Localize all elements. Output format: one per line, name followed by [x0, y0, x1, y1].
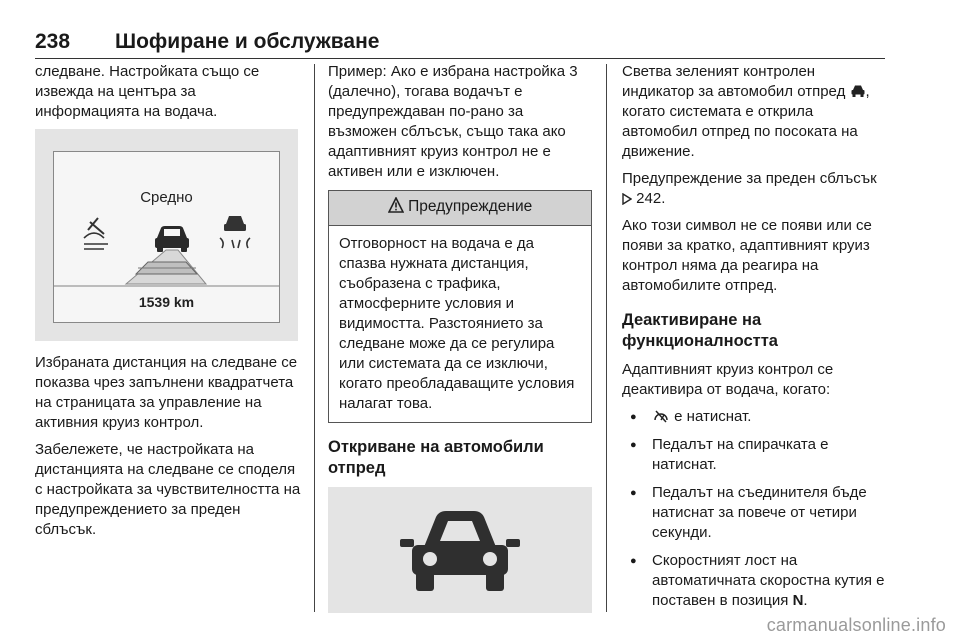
front-vehicle-icon [850, 84, 866, 98]
page-reference-link[interactable]: 242. [636, 190, 666, 207]
bullet-list [622, 407, 890, 611]
gear-position-letter: N [792, 592, 804, 609]
paragraph: Адаптивният круиз контрол се деактивира от водача, когато: [622, 361, 834, 398]
section-heading: Откриване на автомобили отпред [328, 438, 544, 477]
list-item [622, 551, 890, 611]
sensor-icon [84, 218, 108, 249]
cross-reference-arrow-icon [622, 193, 632, 205]
list-item [622, 407, 890, 427]
column-divider [606, 64, 607, 612]
page-number: 238 [35, 30, 71, 53]
column-divider [314, 64, 315, 612]
paragraph [622, 62, 890, 162]
list-item-text: . [803, 592, 808, 609]
paragraph-text: Светва зеленият контролен индикатор за автомобил отпред [622, 63, 846, 100]
follow-distance-label: Средно [140, 189, 193, 206]
odometer-reading: 1539 km [138, 294, 195, 310]
road-graphic [126, 250, 206, 284]
front-vehicle-indicator-figure [328, 487, 592, 613]
warning-triangle-icon [388, 197, 404, 213]
list-item: ● Педалът на спирачката е натиснат. [622, 435, 890, 475]
paragraph: Избраната дистанция на следване се показва чрез запълнени квадратчета на страницата за управление на активния круиз контрол. [35, 354, 298, 431]
radar-vehicle-icon [220, 216, 250, 248]
front-vehicle-icon [328, 487, 592, 613]
column-2 [328, 62, 592, 613]
column-1 [35, 62, 301, 547]
list-item-text: Скоростният лост на автоматичната скоростна кутия е поставен в позиция [652, 552, 885, 609]
paragraph: Пример: Ако е избрана настройка 3 (далечно), тогава водачът е предупреждаван по-рано за възможен сблъсък, също така ако адаптивният круиз контрол не е активен или е изключен. [328, 63, 578, 180]
cancel-cruise-icon [652, 409, 670, 423]
driver-info-display [53, 151, 280, 323]
page-header [35, 28, 885, 59]
warning-title: Предупреждение [408, 198, 533, 215]
section-heading: Деактивиране на функционалността [622, 311, 778, 350]
paragraph: Ако този символ не се появи или се появи за кратко, адаптивният круиз контрол няма да реагира на автомобилите отпред. [622, 217, 872, 294]
warning-box [328, 190, 592, 423]
list-item: ● Педалът на съединителя бъде натиснат за повече от четири секунди. [622, 483, 890, 543]
paragraph: Забележете, че настройката на дистанцията на следване се споделя с настройката за чувствителността на предупреждението за преден сблъсък. [35, 441, 301, 538]
paragraph-text: , когато системата е открила автомобил отпред по посоката на движение. [622, 83, 870, 160]
warning-header [329, 191, 591, 226]
list-item-text: е натиснат. [674, 408, 752, 425]
paragraph: следване. Настройката също се извежда на центъра за информацията на водача. [35, 63, 260, 120]
page-title: Шофиране и обслужване [115, 30, 380, 53]
front-vehicle-icon [155, 226, 189, 252]
paragraph-text: Предупреждение за преден сблъсък [622, 170, 877, 187]
paragraph [622, 169, 890, 209]
watermark: carmanualsonline.info [766, 615, 946, 635]
distance-setting-figure [35, 129, 298, 341]
warning-text: Отговорност на водача е да спазва нужната дистанция, съобразена с трафика, атмосферните условия и видимостта. Разстоянието за следване може да се регулира или системата да се изключи, когато преобладаващите условия налагат това. [339, 235, 575, 412]
column-3 [622, 62, 890, 619]
